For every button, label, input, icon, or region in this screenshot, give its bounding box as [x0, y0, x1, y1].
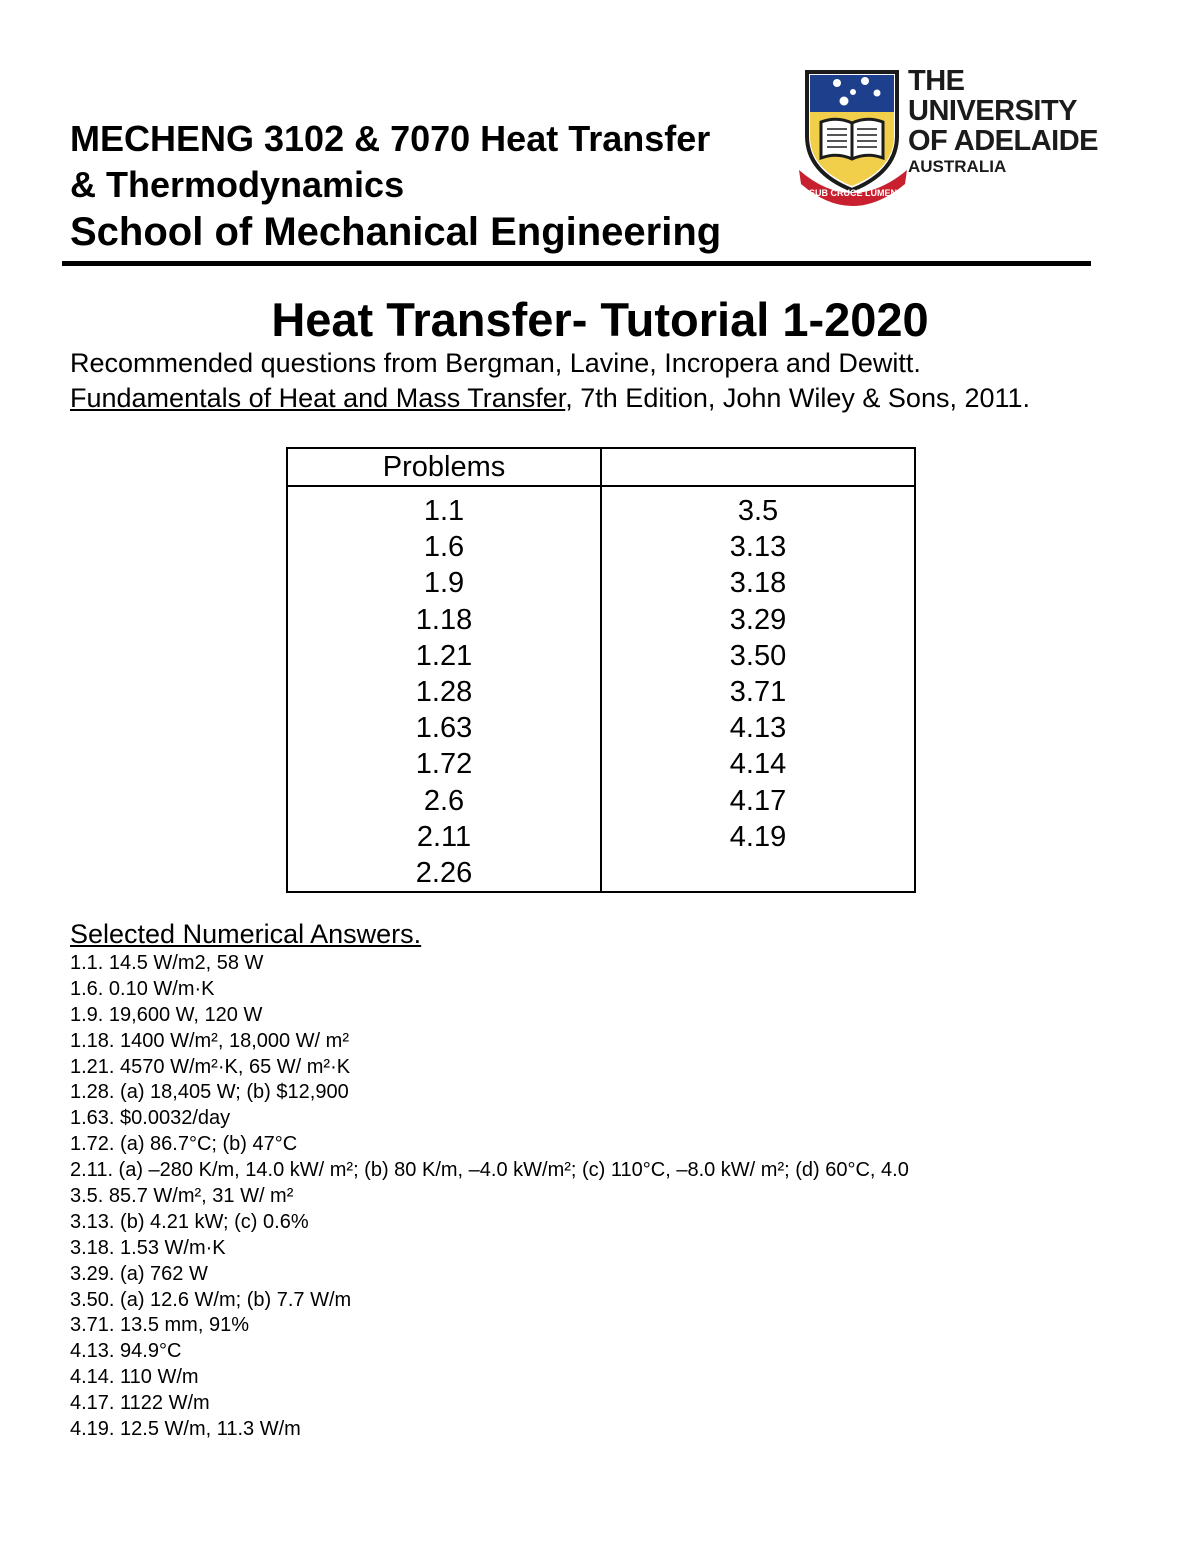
university-name-line1: THE UNIVERSITY: [908, 65, 1078, 127]
problems-table: [286, 447, 916, 893]
course-title-line2: & Thermodynamics: [70, 164, 405, 205]
problem-number: 4.14: [729, 748, 787, 781]
problem-number: 1.63: [415, 712, 473, 745]
answer-item: 4.17. 1122 W/m: [70, 1392, 210, 1415]
problem-number: 1.72: [415, 748, 473, 781]
problem-number: 2.26: [415, 857, 473, 890]
reference-edition: , 7th Edition, John Wiley & Sons, 2011.: [565, 383, 1031, 413]
problem-number: 4.19: [729, 820, 787, 853]
problem-number: 3.5: [737, 495, 779, 527]
answer-item: 1.21. 4570 W/m²·K, 65 W/ m²·K: [70, 1055, 351, 1078]
problems-column-2: [601, 486, 915, 892]
answer-item: 3.50. (a) 12.6 W/m; (b) 7.7 W/m: [70, 1288, 352, 1311]
reference-book-title: Fundamentals of Heat and Mass Transfer: [70, 383, 566, 413]
course-title: [70, 116, 790, 208]
header-divider: [62, 261, 1091, 266]
answer-item: 3.29. (a) 762 W: [70, 1262, 208, 1285]
problem-number: 2.6: [423, 784, 465, 817]
answer-item: 1.18. 1400 W/m², 18,000 W/ m²: [70, 1029, 349, 1052]
problems-table-body: [287, 486, 915, 892]
problem-number: 3.18: [729, 567, 787, 600]
answer-item: 3.13. (b) 4.21 kW; (c) 0.6%: [70, 1210, 309, 1233]
university-name: [908, 66, 1117, 178]
motto-text: SUB CRUCE LUMEN: [808, 188, 898, 198]
reference-line-2: [70, 381, 1030, 415]
university-name-line2: OF ADELAIDE: [908, 125, 1098, 157]
answer-item: 4.14. 110 W/m: [70, 1366, 199, 1389]
problem-number: 3.29: [729, 603, 787, 636]
page-title: Heat Transfer- Tutorial 1-2020: [271, 293, 929, 346]
open-book-icon: [821, 119, 883, 159]
answer-item: 3.5. 85.7 W/m², 31 W/ m²: [70, 1185, 294, 1208]
answer-item: 3.18. 1.53 W/m·K: [70, 1236, 226, 1259]
answers-heading: Selected Numerical Answers.: [70, 919, 422, 949]
answer-item: 4.19. 12.5 W/m, 11.3 W/m: [70, 1418, 301, 1441]
school-title: School of Mechanical Engineering: [70, 210, 722, 254]
problem-number: 1.9: [423, 567, 465, 600]
problems-header-right: [601, 448, 915, 486]
answer-item: 1.6. 0.10 W/m·K: [70, 977, 215, 1000]
problem-number: 3.71: [729, 676, 787, 709]
problem-number: 4.17: [729, 784, 787, 817]
answers-list: [70, 951, 1180, 1443]
problem-number: 1.1: [423, 495, 465, 527]
problem-number: 3.50: [729, 639, 787, 672]
reference-line-1: Recommended questions from Bergman, Lavine, Incropera and Dewitt.: [70, 348, 921, 378]
problem-number: 1.21: [415, 639, 473, 672]
problem-number: 4.13: [729, 712, 787, 745]
answer-item: 4.13. 94.9°C: [70, 1340, 182, 1363]
problems-table-header: [287, 448, 915, 486]
answer-item: 1.9. 19,600 W, 120 W: [70, 1003, 263, 1026]
answer-item: 1.63. $0.0032/day: [70, 1107, 231, 1130]
answer-item: 1.28. (a) 18,405 W; (b) $12,900: [70, 1081, 349, 1104]
answer-item: 2.11. (a) –280 K/m, 14.0 kW/ m²; (b) 80 K/m, –4.0 kW/m²; (c) 110°C, –8.0 kW/ m²; (d) 60°C, 4.0: [70, 1159, 909, 1182]
course-title-line1: MECHENG 3102 & 7070 Heat Transfer: [70, 118, 711, 159]
problem-number: 1.28: [415, 676, 473, 709]
university-crest-icon: [797, 66, 909, 206]
university-country: AUSTRALIA: [908, 157, 1007, 176]
university-logo: [797, 66, 1117, 206]
problem-number: 1.18: [415, 603, 473, 636]
answer-item: 1.1. 14.5 W/m2, 58 W: [70, 952, 264, 974]
problems-header-left: Problems: [287, 448, 601, 486]
problem-number: 1.6: [423, 531, 465, 564]
answer-item: 1.72. (a) 86.7°C; (b) 47°C: [70, 1133, 298, 1156]
problems-column-1: [287, 486, 601, 892]
answer-item: 3.71. 13.5 mm, 91%: [70, 1314, 249, 1337]
problem-number: 2.11: [416, 820, 472, 853]
problem-number: 3.13: [729, 531, 787, 564]
